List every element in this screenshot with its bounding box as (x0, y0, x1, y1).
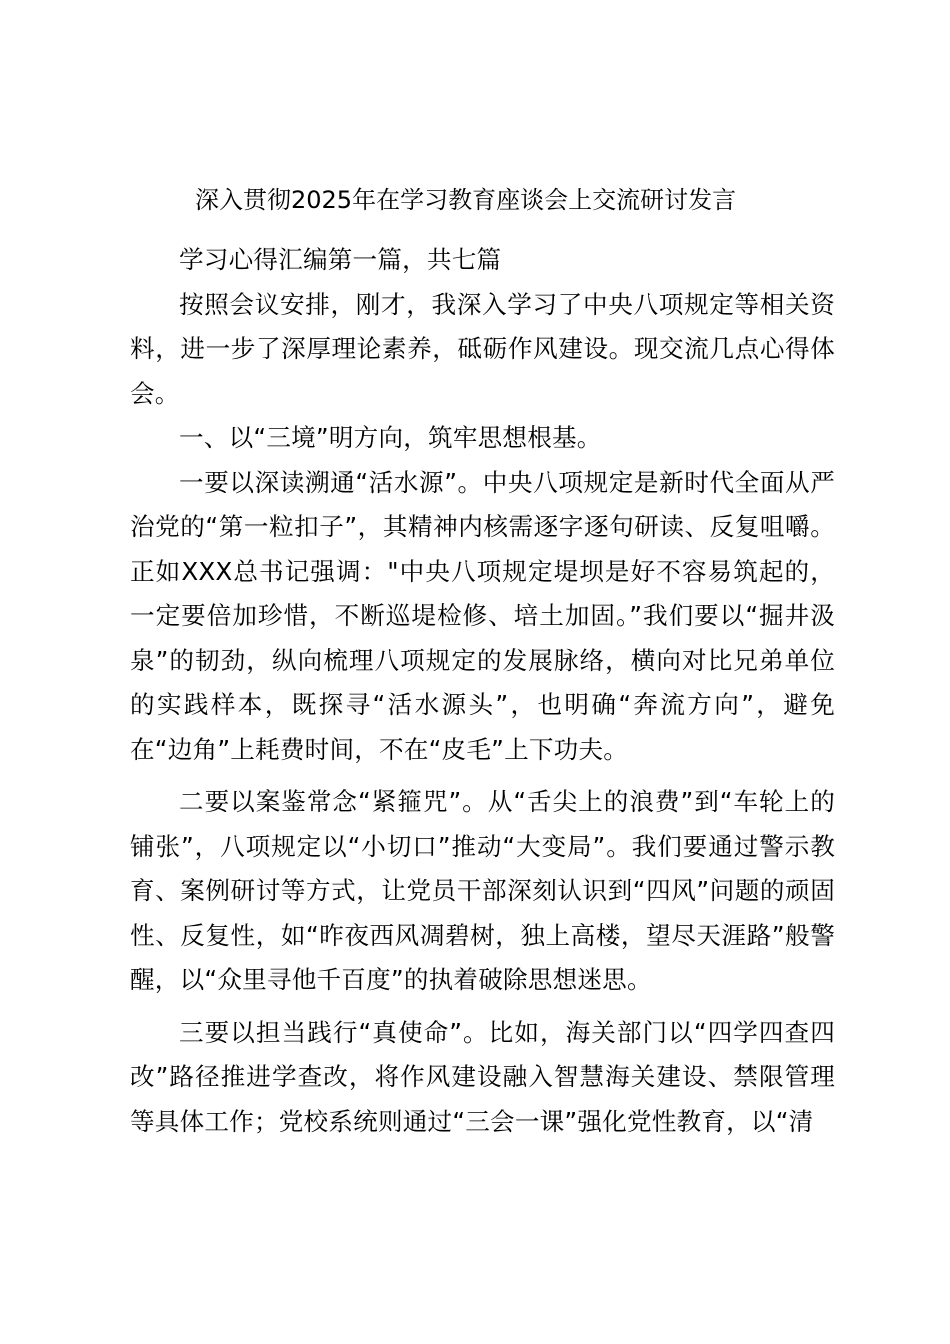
intro-paragraph: 按照会议安排，刚才，我深入学习了中央八项规定等相关资料，进一步了深厚理论素养，砥砺作风建设。现交流几点心得体会。 (130, 289, 835, 408)
subtitle-paragraph: 学习心得汇编第一篇，共七篇 (179, 245, 502, 274)
body-paragraph-3: 三要以担当践行“真使命”。比如，海关部门以“四学四查四改”路径推进学查改，将作风建设融入智慧海关建设、禁限管理等具体工作；党校系统则通过“三会一课”强化党性教育，以“清 (130, 1017, 835, 1136)
document-title: 深入贯彻2025年在学习教育座谈会上交流研讨发言 (195, 186, 737, 214)
section-heading: 一、以“三境”明方向，筑牢思想根基。 (179, 423, 602, 452)
document-body (130, 178, 835, 1144)
body-paragraph-2: 二要以案鉴常念“紧箍咒”。从“舌尖上的浪费”到“车轮上的铺张”，八项规定以“小切口”推动“大变局”。我们要通过警示教育、案例研讨等方式，让党员干部深刻认识到“四风”问题的顽固性、反复性，如“昨夜西风凋碧树，独上高楼，望尽天涯路”般警醒，以“众里寻他千百度”的执着破除思想迷思。 (130, 787, 835, 994)
body-paragraph-1: 一要以深读溯通“活水源”。中央八项规定是新时代全面从严治党的“第一粒扣子”，其精神内核需逐字逐句研读、反复咀嚼。正如XXX总书记强调："中央八项规定堤坝是好不容易筑起的，一定要倍加珍惜，不断巡堤检修、培土加固。”我们要以“掘井汲泉”的韧劲，纵向梳理八项规定的发展脉络，横向对比兄弟单位的实践样本，既探寻“活水源头”，也明确“奔流方向”，避免在“边角”上耗费时间，不在“皮毛”上下功夫。 (130, 467, 835, 764)
